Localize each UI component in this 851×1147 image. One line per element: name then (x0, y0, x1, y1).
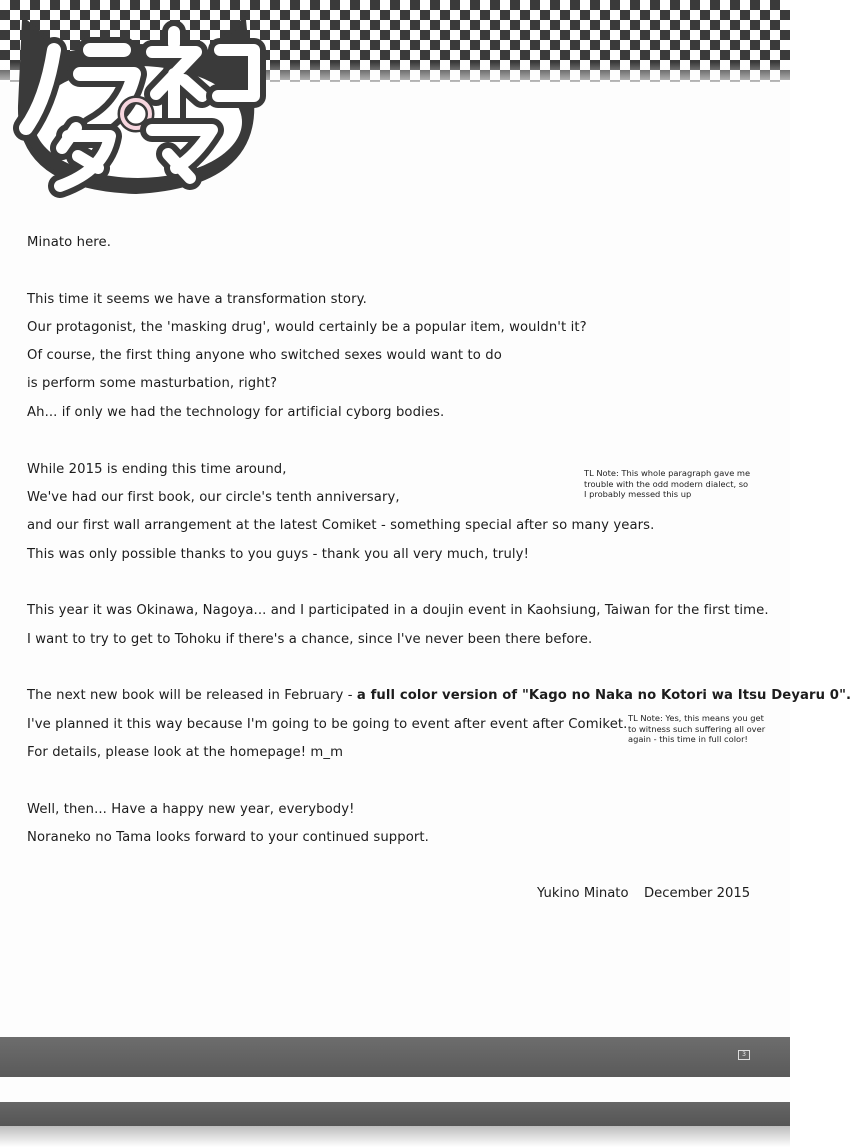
footer-bar-top (0, 1037, 790, 1077)
paragraph-3-line-1: This year it was Okinawa, Nagoya... and I participated in a doujin event in Kaohsiung, Taiwan for the first time. (27, 603, 769, 618)
paragraph-4-line-1 (27, 688, 851, 703)
paragraph-2-line-4: This was only possible thanks to you guys - thank you all very much, truly! (27, 547, 529, 562)
paragraph-4-line-3: For details, please look at the homepage! m_m (27, 745, 344, 760)
paragraph-5-line-2: Noraneko no Tama looks forward to your continued support. (27, 830, 429, 845)
book-title-emphasis: a full color version of "Kago no Naka no Kotori wa Itsu Deyaru 0". (356, 688, 851, 703)
paragraph-1-line-1: This time it seems we have a transformation story. (27, 292, 367, 307)
paragraph-4-line-2: I've planned it this way because I'm going to be going to event after event after Comiket. (27, 717, 628, 732)
paragraph-4-line-1-text: The next new book will be released in February - (27, 688, 357, 703)
tl-note-1 (584, 468, 750, 500)
paragraph-1-line-2: Our protagonist, the 'masking drug', would certainly be a popular item, wouldn't it? (27, 320, 587, 335)
tl-note-2-line-2: to witness such suffering all over (628, 723, 766, 734)
paragraph-3-line-2: I want to try to get to Tohoku if there's a chance, since I've never been there before. (27, 632, 593, 647)
tl-note-2 (628, 713, 765, 745)
tl-note-1-line-2: trouble with the odd modern dialect, so (584, 478, 749, 489)
noraneko-no-tama-logo (6, 10, 266, 200)
signature-date: December 2015 (644, 886, 751, 901)
tl-note-1-line-1: TL Note: This whole paragraph gave me (584, 468, 751, 478)
paragraph-5-line-1: Well, then... Have a happy new year, everybody! (27, 802, 355, 817)
tl-note-1-line-3: I probably messed this up (584, 489, 692, 499)
tl-note-2-line-3: again - this time in full color! (628, 734, 748, 744)
page-number: 3 (738, 1050, 750, 1060)
paragraph-1-line-4: is perform some masturbation, right? (27, 376, 278, 391)
footer-bar-bottom (0, 1102, 790, 1126)
paragraph-2-line-3: and our first wall arrangement at the latest Comiket - something special after so many years. (27, 518, 655, 533)
paragraph-2-line-2: We've had our first book, our circle's tenth anniversary, (27, 490, 400, 505)
greeting: Minato here. (27, 235, 112, 250)
paragraph-1-line-3: Of course, the first thing anyone who switched sexes would want to do (27, 348, 502, 363)
tl-note-2-line-1: TL Note: Yes, this means you get (628, 713, 764, 723)
paragraph-2-line-1: While 2015 is ending this time around, (27, 462, 287, 477)
signature-name: Yukino Minato (537, 886, 629, 901)
paragraph-1-line-5: Ah... if only we had the technology for artificial cyborg bodies. (27, 405, 445, 420)
page-shadow (0, 1126, 790, 1147)
